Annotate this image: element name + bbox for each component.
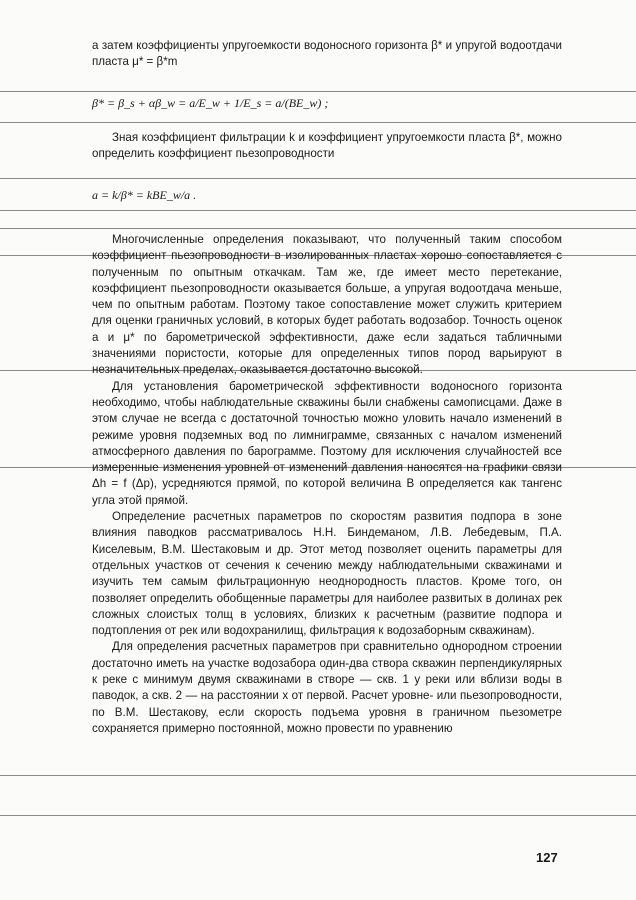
scan-rule <box>0 228 636 229</box>
scan-rule <box>0 122 636 123</box>
body-text <box>92 232 562 737</box>
scan-rule <box>0 210 636 211</box>
intro-text: а затем коэффициенты упругоемкости водоносного горизонта β* и упругой водоотдачи пласта μ* = β*m <box>92 39 562 69</box>
scan-rule <box>0 775 636 776</box>
scan-rule <box>0 815 636 816</box>
paragraph: Определение расчетных параметров по скоростям развития подпора в зоне влияния паводков рассматривалось Н.Н. Биндеманом, Л.В. Лебедевым, П.А. Киселевым, В.М. Шестаковым и др. Этот метод позволяет оценить параметры для отдельных участков от сечения к сечению между наблюдательными скважинами и изучить тем самым фильтрационную неоднородность пластов. Кроме того, он позволяет определить обобщенные параметры для наиболее развитых в долинах рек сложных слоистых толщ в условиях, близких к расчетным (развитие подпора и подтопления от рек или водохранилищ, фильтрация к водозаборным скважинам). <box>92 510 562 638</box>
paragraph: Для определения расчетных параметров при сравнительно однородном строении достаточно иметь на участке водозабора один-два створа скважин перпендикулярных к реке с минимум двумя скважинами в створе — скв. 1 у реки или вблизи воды в паводок, а скв. 2 — на расстоянии x от первой. Расчет уровне- или пьезопроводности, по В.М. Шестакову, если скорость подъема уровня в граничном пьезометре сохраняется примерно постоянной, можно провести по уравнению <box>92 640 562 735</box>
page-number: 127 <box>536 850 558 865</box>
formula-upugoemkost: β* = β_s + αβ_w = a/E_w + 1/E_s = a/(BE_w) ; <box>92 96 329 110</box>
text-after-formula: Зная коэффициент фильтрации k и коэффициент упругоемкости пласта β*, можно определить коэффициент пьезопроводности <box>92 131 562 161</box>
scan-rule <box>0 178 636 179</box>
formula-piezoprovodnost: a = k/β* = kBE_w/a . <box>92 188 197 202</box>
scan-rule <box>0 91 636 92</box>
paragraph: Многочисленные определения показывают, что полученный таким способом коэффициент пьезопроводности в изолированных пластах хорошо сопоставляется с полученным по опытным откачкам. Там же, где имеет место перетекание, коэффициент пьезопроводности оказывается больше, а упругая водоотдача меньше, чем по опытным работам. Поэтому такое сопоставление может служить критерием для оценки граничных условий, в которых будет работать водозабор. Точность оценок a и μ* по барометрической эффективности, даже если задаться табличными значениями пористости, которые для определенных типов пород варьируют в незначительных пределах, оказывается достаточно высокой. <box>92 233 562 377</box>
paragraph: Для установления барометрической эффективности водоносного горизонта необходимо, чтобы наблюдательные скважины были снабжены самописцами. Даже в этом случае не всегда с достаточной точностью можно уловить начало изменений в режиме уровня подземных вод по лимниграмме, связанных с началом изменений атмосферного давления по барограмме. Поэтому для исключения случайностей все измеренные изменения уровней от изменений давления наносятся на графики связи Δh = f (Δp), усредняются прямой, по которой величина B определяется как тангенс угла этой прямой. <box>92 379 562 507</box>
